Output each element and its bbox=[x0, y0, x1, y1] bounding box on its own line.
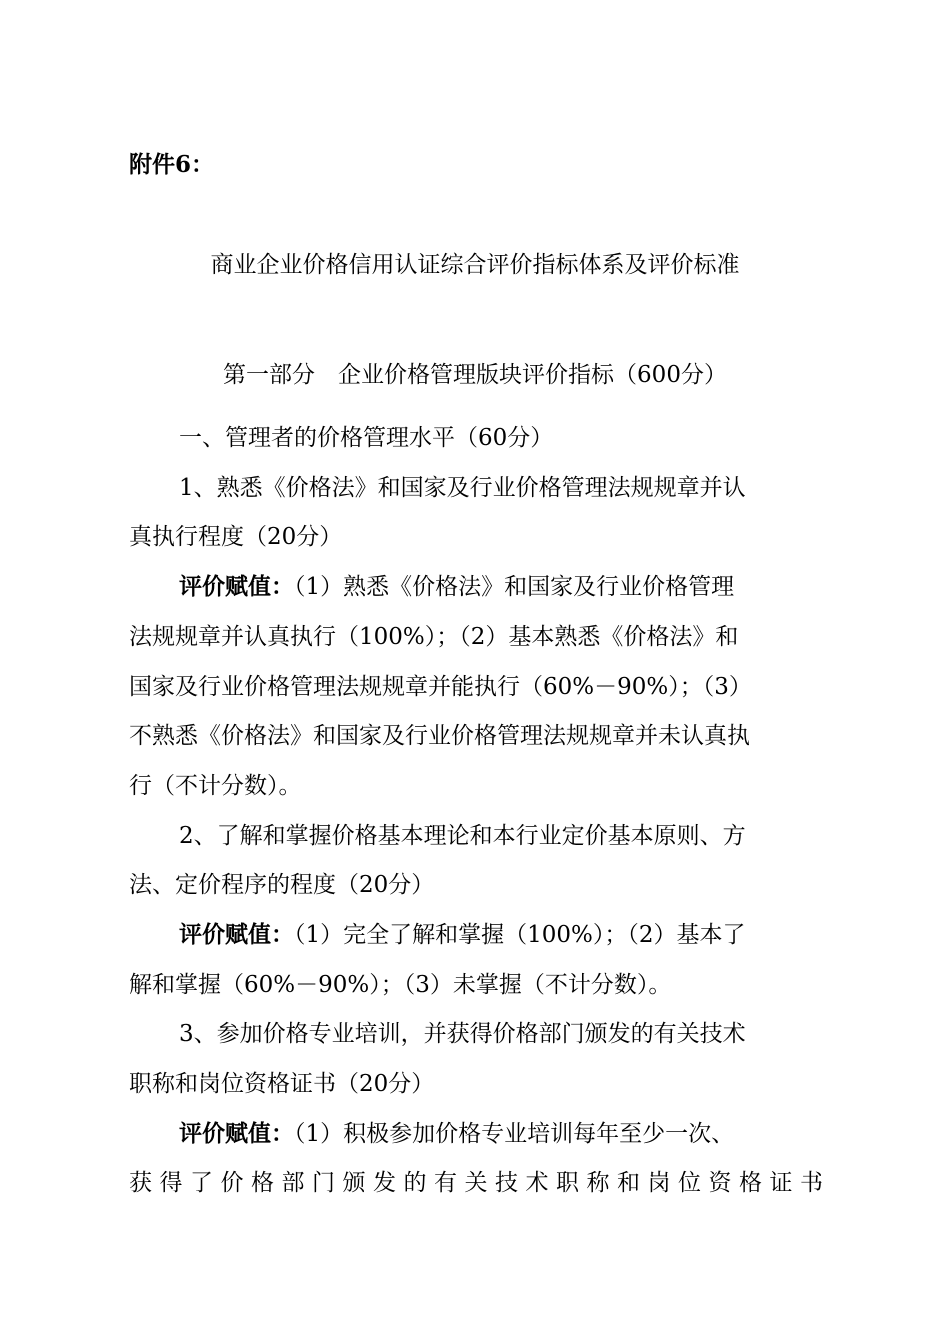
eval-label: 评价赋值： bbox=[179, 573, 294, 600]
item-2-line-1: 2、了解和掌握价格基本理论和本行业定价基本原则、方 bbox=[179, 823, 746, 849]
eval-label: 评价赋值： bbox=[179, 921, 294, 948]
eval-1-line-1 bbox=[179, 572, 823, 602]
eval-3-line-1 bbox=[179, 1119, 823, 1149]
eval-2-text: （1）完全了解和掌握（100%）；（2）基本了 bbox=[294, 922, 746, 948]
eval-3-text: （1）积极参加价格专业培训每年至少一次、 bbox=[294, 1121, 735, 1147]
item-1-line-2: 真执行程度（20分） bbox=[129, 524, 343, 550]
eval-2-line-1 bbox=[179, 920, 823, 950]
eval-1-line-5: 行（不计分数）。 bbox=[129, 773, 302, 799]
item-3-line-2: 职称和岗位资格证书（20分） bbox=[129, 1071, 435, 1097]
part-heading: 第一部分 企业价格管理版块评价指标（600分） bbox=[223, 362, 727, 388]
attachment-label: 附件6： bbox=[129, 151, 215, 178]
section-heading-1: 一、管理者的价格管理水平（60分） bbox=[179, 425, 554, 451]
eval-3-line-2: 获得了价格部门颁发的有关技术职称和岗位资格证书 bbox=[129, 1170, 823, 1196]
item-1-line-1: 1、熟悉《价格法》和国家及行业价格管理法规规章并认 bbox=[179, 475, 746, 501]
document-title: 商业企业价格信用认证综合评价指标体系及评价标准 bbox=[210, 252, 740, 278]
item-2-line-2: 法、定价程序的程度（20分） bbox=[129, 872, 435, 898]
eval-2-line-2: 解和掌握（60%－90%）；（3）未掌握（不计分数）。 bbox=[129, 972, 672, 998]
eval-1-line-4: 不熟悉《价格法》和国家及行业价格管理法规规章并未认真执 bbox=[129, 723, 750, 749]
eval-label: 评价赋值： bbox=[179, 1120, 294, 1147]
eval-1-text: （1）熟悉《价格法》和国家及行业价格管理 bbox=[294, 574, 735, 600]
item-3-line-1: 3、参加价格专业培训，并获得价格部门颁发的有关技术 bbox=[179, 1021, 746, 1047]
eval-1-line-3: 国家及行业价格管理法规规章并能执行（60%－90%）；（3） bbox=[129, 674, 752, 700]
eval-1-line-2: 法规规章并认真执行（100%）；（2）基本熟悉《价格法》和 bbox=[129, 624, 739, 650]
